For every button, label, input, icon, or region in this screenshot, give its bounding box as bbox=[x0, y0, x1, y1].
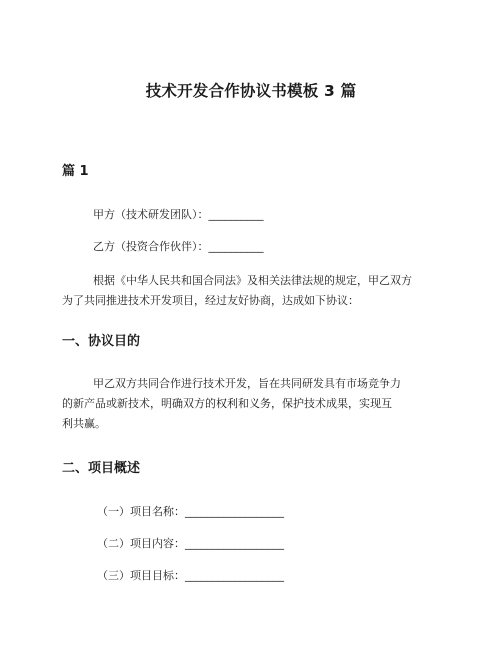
chapter-heading: 篇 1 bbox=[62, 164, 89, 179]
project-name-line: （一）项目名称：__________________ bbox=[97, 505, 284, 518]
section-1-paragraph bbox=[62, 374, 450, 434]
section-1-heading: 一、协议目的 bbox=[62, 334, 141, 349]
section-2-heading: 二、项目概述 bbox=[62, 461, 141, 476]
section-1-line-2: 的新产品或新技术，明确双方的权利和义务，保护技术成果，实现互 bbox=[62, 397, 392, 410]
document-title: 技术开发合作协议书模板 3 篇 bbox=[145, 82, 357, 100]
preamble-line-2: 为了共同推进技术开发项目，经过友好协商，达成如下协议： bbox=[62, 294, 359, 307]
section-1-line-1: 甲乙双方共同合作进行技术开发，旨在共同研发具有市场竞争力 bbox=[93, 377, 401, 390]
party-b-line: 乙方（投资合作伙伴）：__________ bbox=[93, 240, 264, 253]
preamble-paragraph bbox=[62, 271, 450, 311]
section-1-line-3: 利共赢。 bbox=[62, 417, 106, 430]
party-a-line: 甲方（技术研发团队）：__________ bbox=[93, 208, 264, 221]
project-content-line: （二）项目内容：__________________ bbox=[97, 537, 284, 550]
project-goal-line: （三）项目目标：__________________ bbox=[97, 569, 284, 582]
preamble-line-1: 根据《中华人民共和国合同法》及相关法律法规的规定，甲乙双方 bbox=[93, 274, 412, 287]
